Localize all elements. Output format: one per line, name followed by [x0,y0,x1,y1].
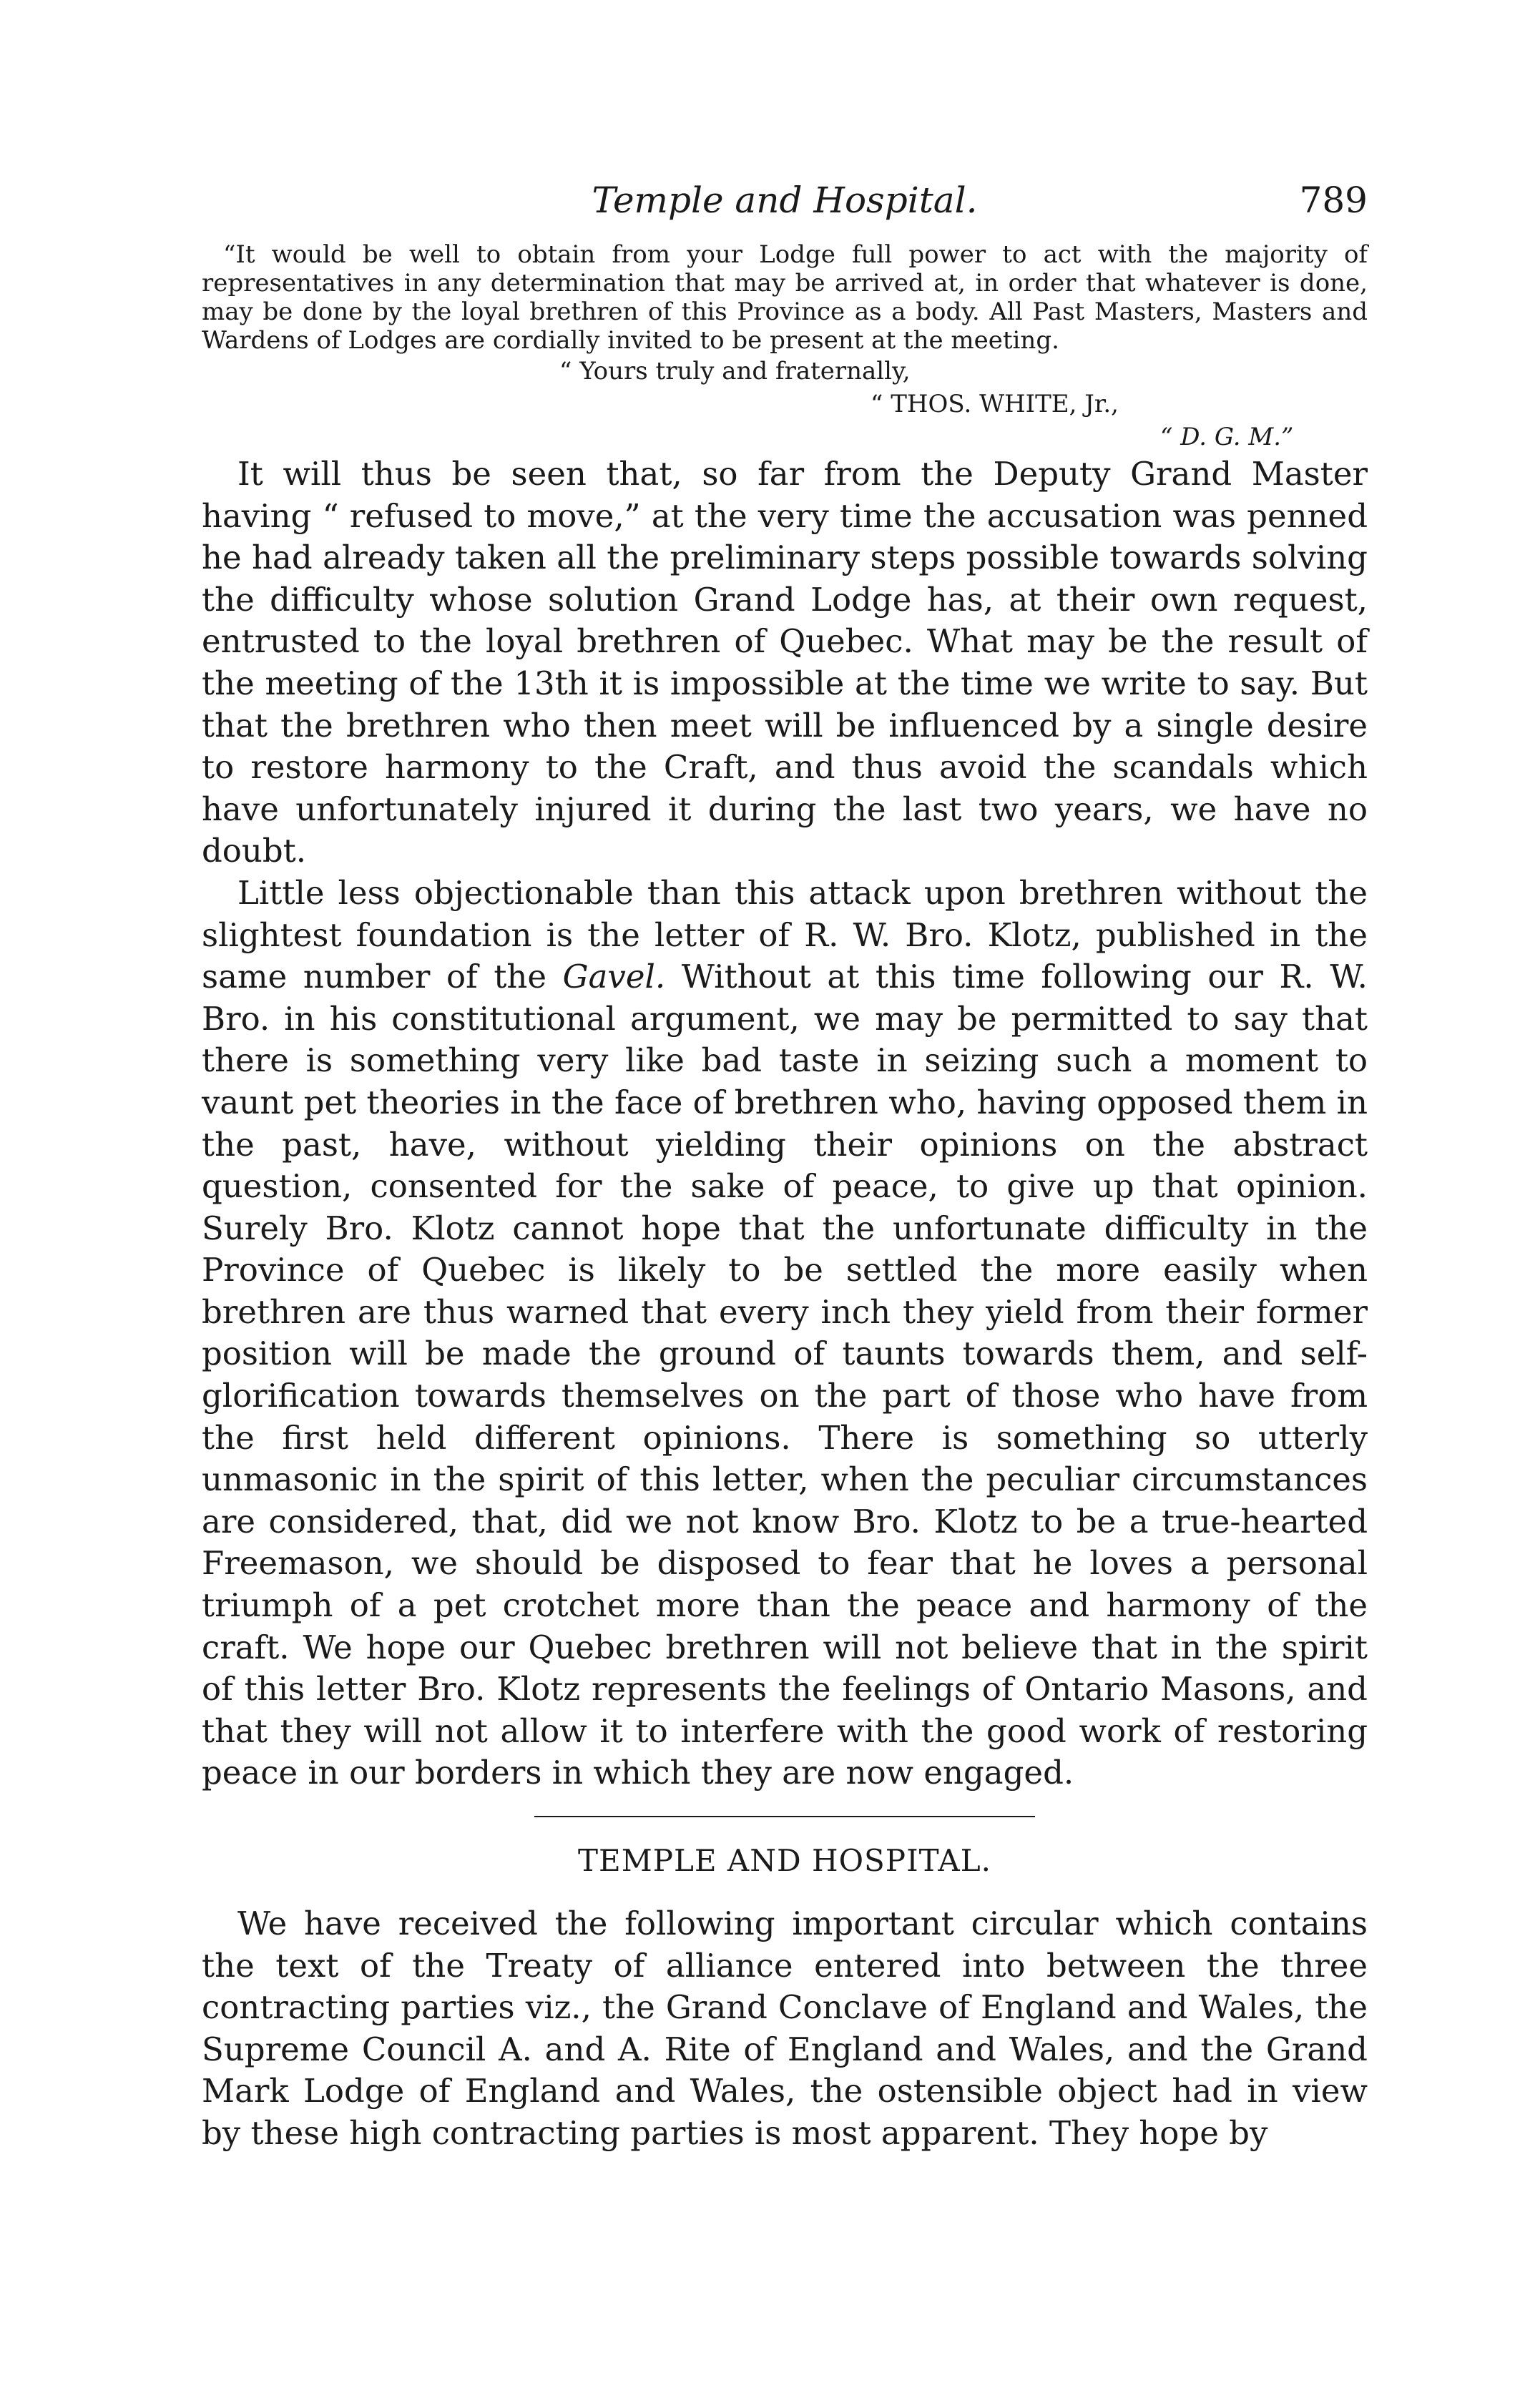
body-paragraph-2-rest: Without at this time following our R. W. Bro. in his constitutional argument, we may be permitted to say that there is something very like bad taste in seizing such a moment to vaunt pet theories in the face of brethren who, having opposed them in the past, have, without yielding their opinions on the abstract question, consented for the sake of peace, to give up that opinion. Surely Bro. Klotz cannot hope that the unfortunate difficulty in the Province of Quebec is likely to be settled the more easily when brethren are thus warned that every inch they yield from their former position will be made the ground of taunts towards them, and self-glorification towards themselves on the part of those who have from the first held different opinions. There is something so utterly unmasonic in the spirit of this letter, when the peculiar circumstances are considered, that, did we not know Bro. Klotz to be a true-hearted Freemason, we should be disposed to fear that he loves a personal triumph of a pet crotchet more than the peace and harmony of the craft. We hope our Quebec brethren will not believe that in the spirit of this letter Bro. Klotz represents the feelings of Ontario Masons, and that they will not allow it to interfere with the good work of restoring peace in our borders in which they are now engaged. [202,958,1368,1792]
running-title: Temple and Hospital. [592,180,978,221]
section-paragraph: We have received the following important circular which contains the text of the Treaty of alliance entered into between the three contracting parties viz., the Grand Conclave of England and Wales, the Supreme Council A. and A. Rite of England and Wales, and the Grand Mark Lodge of England and Wales, the ostensible object had in view by these high contracting parties is most apparent. They hope by [202,1905,1368,2152]
section-body [202,1903,1368,2155]
letter-closing: “ Yours truly and fraternally, [559,357,911,385]
body-paragraph-2-start: Little less objectionable than this attack upon brethren without the slightest foundation is the letter of R. W. Bro. Klotz, published in the same number of the [202,873,1368,996]
section-divider [534,1816,1035,1817]
journal-name: Gavel. [562,958,666,996]
document-page [202,179,1368,2155]
page-number: 789 [1299,180,1368,221]
page-header [202,179,1368,240]
body-paragraph-1: It will thus be seen that, so far from the Deputy Grand Master having “ refused to move,” at the very time the accusation was penned he had already taken all the preliminary steps possible towards solving the difficulty whose solution Grand Lodge has, at their own request, entrusted to the loyal brethren of Quebec. What may be the result of the meeting of the 13th it is impossible at the time we write to say. But that the brethren who then meet will be influenced by a single desire to restore harmony to the Craft, and thus avoid the scandals which have unfortunately injured it during the last two years, we have no doubt. [202,455,1368,870]
letter-signatory: “ THOS. WHITE, Jr., [871,390,1119,418]
body-paragraph-2 [202,873,1368,1794]
quoted-letter-paragraph: “It would be well to obtain from your Lodge full power to act with the majority of representatives in any determination that may be arrived at, in order that whatever is done, may be done by the loyal brethren of this Province as a body. All Past Masters, Masters and Wardens of Lodges are cordially invited to be present at the meeting. [202,240,1368,355]
article-body [202,453,1368,1794]
letter-signatory-title: “ D. G. M.” [1160,423,1294,451]
quoted-letter [202,240,1368,355]
section-heading: TEMPLE AND HOSPITAL. [578,1843,991,1878]
